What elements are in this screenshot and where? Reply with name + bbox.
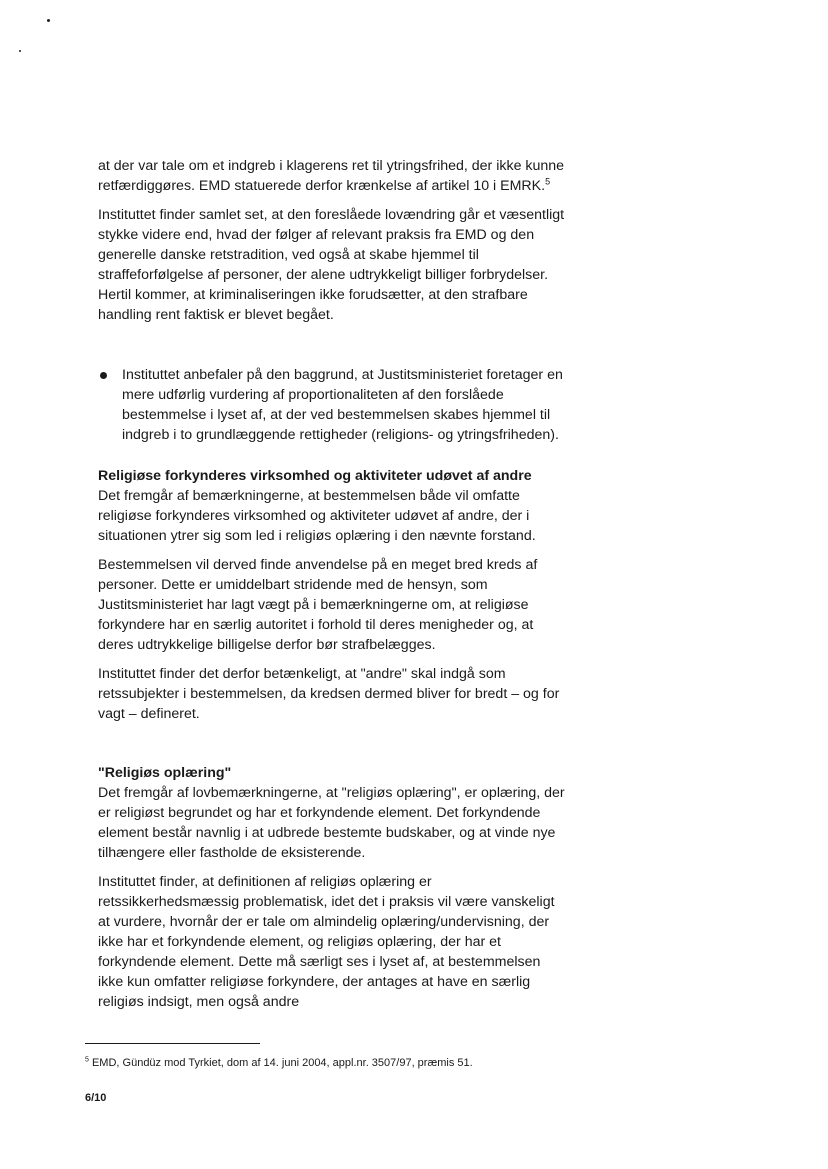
paragraph-emd-conclusion xyxy=(98,156,568,196)
footnote-text: EMD, Gündüz mod Tyrkiet, dom af 14. juni 2004, appl.nr. 3507/97, præmis 51. xyxy=(91,1057,473,1069)
section-paragraph: Instituttet finder, at definitionen af religiøs oplæring er retssikkerhedsmæssig problematisk, idet det i praksis vil være vanskeligt at vurdere, hvornår der er tale om almindelig oplæring/undervisning, der ikke har et forkyndende element, og religiøs oplæring, der har et forkyndende element. Dette må særligt ses i lyset af, at bestemmelsen ikke kun omfatter religiøse forkyndere, der antages at have en særlig religiøs indsigt, men også andre xyxy=(98,874,555,1010)
section-religious-training xyxy=(98,763,568,1012)
section-paragraph: Bestemmelsen vil derved finde anvendelse på en meget bred kreds af personer. Dette er umiddelbart stridende med de hensyn, som Justitsministeriet har lagt vægt på i bemærkningerne om, at religiøse forkyndere har en særlig autoritet i forhold til deres menigheder og, at deres udtrykkelige billigelse derfor bør strafbelægges. xyxy=(98,557,538,653)
footnote-number: 5 xyxy=(85,1056,89,1064)
section-heading: Religiøse forkynderes virksomhed og aktiviteter udøvet af andre xyxy=(98,468,532,484)
bullet-icon xyxy=(100,372,107,379)
footnote xyxy=(85,1055,473,1071)
section-heading: "Religiøs oplæring" xyxy=(98,765,232,781)
footnote-reference: 5 xyxy=(545,176,551,187)
paragraph-institute-assessment: Instituttet finder samlet set, at den foreslåede lovændring går et væsentligt stykke videre end, hvad der følger af relevant praksis fra EMD og den generelle danske retstradition, ved også at skabe hjemmel til straffeforfølgelse af personer, der alene udtrykkeligt billiger forbrydelser. Hertil kommer, at kriminaliseringen ikke forudsætter, at den strafbare handling rent faktisk er blevet begået. xyxy=(98,207,565,323)
section-paragraph: Det fremgår af bemærkningerne, at bestemmelsen både vil omfatte religiøse forkynderes virksomhed og aktiviteter udøvet af andre, der i situationen ytrer sig som led i religiøs oplæring i den nævnte forstand. xyxy=(98,488,536,544)
scan-speck xyxy=(19,50,21,52)
recommendation-bullet xyxy=(98,365,568,445)
footnote-divider xyxy=(85,1043,260,1044)
section-paragraph: Instituttet finder det derfor betænkeligt, at "andre" skal indgå som retssubjekter i bestemmelsen, da kredsen dermed bliver for bredt – og for vagt – defineret. xyxy=(98,666,560,722)
section-paragraph: Det fremgår af lovbemærkningerne, at "religiøs oplæring", er oplæring, der er religiøst begrundet og har et forkyndende element. Det forkyndende element består navnlig i at udbrede bestemte budskaber, og at vinde nye tilhængere eller fastholde de eksisterende. xyxy=(98,785,565,861)
section-religious-preachers xyxy=(98,466,568,724)
scan-speck xyxy=(47,19,50,22)
paragraph-text: at der var tale om et indgreb i klagerens ret til ytringsfrihed, der ikke kunne retfærdiggøres. EMD statuerede derfor krænkelse af artikel 10 i EMRK. xyxy=(98,158,565,194)
document-body xyxy=(98,156,568,1012)
recommendation-text: Instituttet anbefaler på den baggrund, at Justitsministeriet foretager en mere udførlig vurdering af proportionaliteten af den forslåede bestemmelse i lyset af, at der ved bestemmelsen skabes hjemmel til indgreb i to grundlæggende rettigheder (religions- og ytringsfriheden). xyxy=(122,367,563,443)
page-number: 6/10 xyxy=(85,1092,107,1104)
